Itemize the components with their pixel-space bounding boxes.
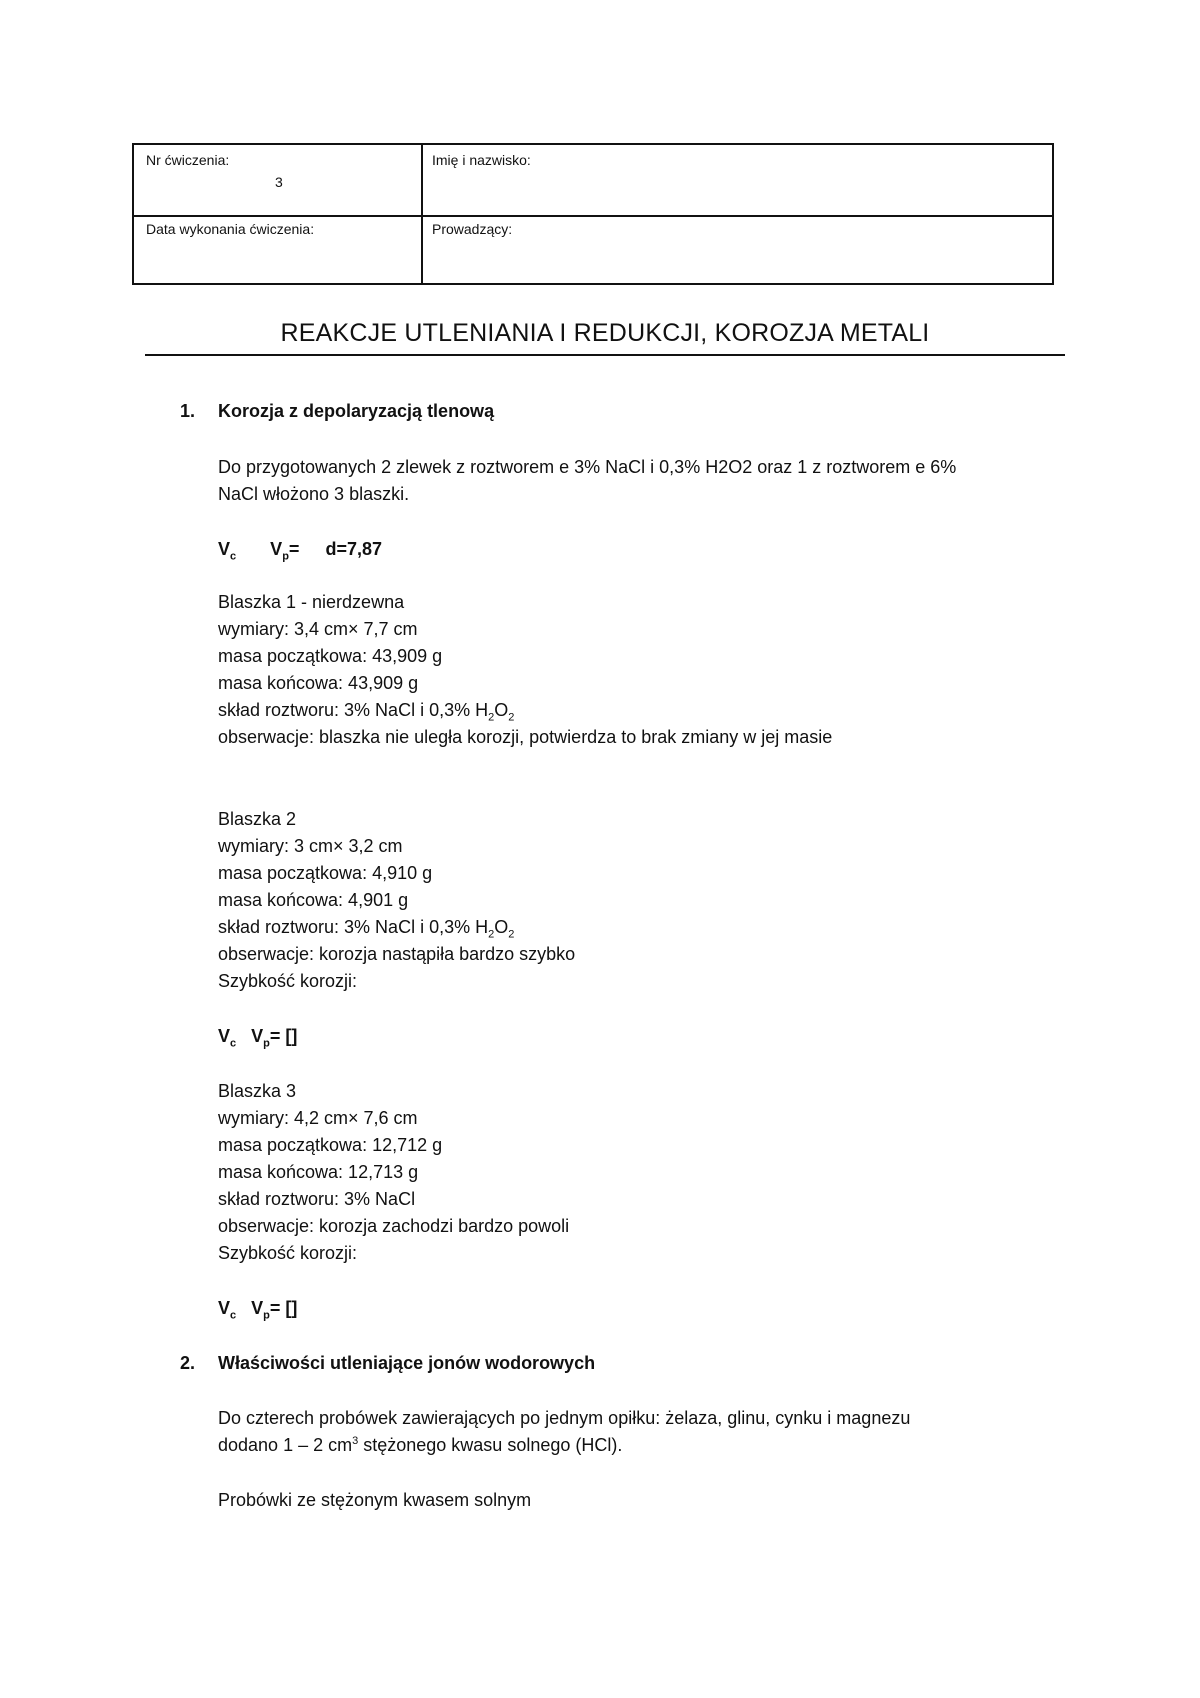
formula-density: d=7,87 — [325, 539, 383, 559]
formula-vp: $V_p=$ — [270, 539, 300, 563]
plate-2-mass-end: masa końcowa: 4,901 g — [218, 890, 409, 910]
intro-line: NaCl włożono 3 blaszki. — [218, 484, 410, 504]
section-2-heading: Właściwości utleniające jonów wodorowych — [218, 1353, 596, 1373]
section-1-number: 1. — [180, 401, 196, 421]
plate-1-dimensions: wymiary: 3,4 cm× 7,7 cm — [218, 619, 418, 639]
plate-2-mass-start: masa początkowa: 4,910 g — [218, 863, 433, 883]
plate-2-solution: skład roztworu: 3% NaCl i 0,3% $H_2O_2$ — [218, 917, 515, 941]
section-2-number: 2. — [180, 1353, 196, 1373]
formula-line — [218, 538, 383, 563]
plate-3-formula: $V_c$ $V_p=$ [] — [218, 1298, 298, 1322]
plate-1-mass-end: masa końcowa: 43,909 g — [218, 673, 419, 693]
plate-3-mass-start: masa początkowa: 12,712 g — [218, 1135, 443, 1155]
plate-1-name: Blaszka 1 - nierdzewna — [218, 592, 405, 612]
exercise-number-value: 3 — [275, 174, 283, 190]
plate-3-dimensions: wymiary: 4,2 cm× 7,6 cm — [218, 1108, 418, 1128]
header-table — [132, 143, 1054, 285]
section-2-line: Do czterech probówek zawierających po jednym opiłku: żelaza, glinu, cynku i magnezu — [218, 1408, 911, 1428]
plate-1-mass-start: masa początkowa: 43,909 g — [218, 646, 443, 666]
plate-2-name: Blaszka 2 — [218, 809, 297, 829]
exercise-number-label: Nr ćwiczenia: — [146, 152, 230, 168]
section-2-line: Probówki ze stężonym kwasem solnym — [218, 1490, 532, 1510]
plate-1-observation: obserwacje: blaszka nie uległa korozji, potwierdza to brak zmiany w jej masie — [218, 727, 833, 747]
plate-2-dimensions: wymiary: 3 cm× 3,2 cm — [218, 836, 403, 856]
plate-2-observation: obserwacje: korozja nastąpiła bardzo szybko — [218, 944, 576, 964]
plate-3-mass-end: masa końcowa: 12,713 g — [218, 1162, 419, 1182]
student-name-label: Imię i nazwisko: — [432, 152, 531, 168]
intro-line: Do przygotowanych 2 zlewek z roztworem e 3% NaCl i 0,3% H2O2 oraz 1 z roztworem e 6% — [218, 457, 957, 477]
section-2-line: dodano 1 – 2 $cm^3$ stężonego kwasu solnego (HCl). — [218, 1435, 623, 1455]
plate-2-formula: $V_c$ $V_p=$ [] — [218, 1026, 298, 1050]
plate-3-rate-label: Szybkość korozji: — [218, 1243, 358, 1263]
table-divider — [421, 145, 423, 283]
title-underline — [145, 354, 1065, 356]
plate-1-solution: skład roztworu: 3% NaCl i 0,3% $H_2O_2$ — [218, 700, 515, 724]
document-title: REAKCJE UTLENIANIA I REDUKCJI, KOROZJA METALI — [280, 319, 930, 347]
exercise-date-label: Data wykonania ćwiczenia: — [146, 221, 315, 237]
plate-3-observation: obserwacje: korozja zachodzi bardzo powoli — [218, 1216, 570, 1236]
formula-vc: $V_c$ — [218, 539, 237, 563]
plate-3-solution: skład roztworu: 3% NaCl — [218, 1189, 416, 1209]
plate-2-rate-label: Szybkość korozji: — [218, 971, 358, 991]
plate-3-name: Blaszka 3 — [218, 1081, 297, 1101]
teacher-label: Prowadzący: — [432, 221, 513, 237]
table-divider — [134, 215, 1052, 217]
section-1-heading: Korozja z depolaryzacją tlenową — [218, 401, 495, 421]
